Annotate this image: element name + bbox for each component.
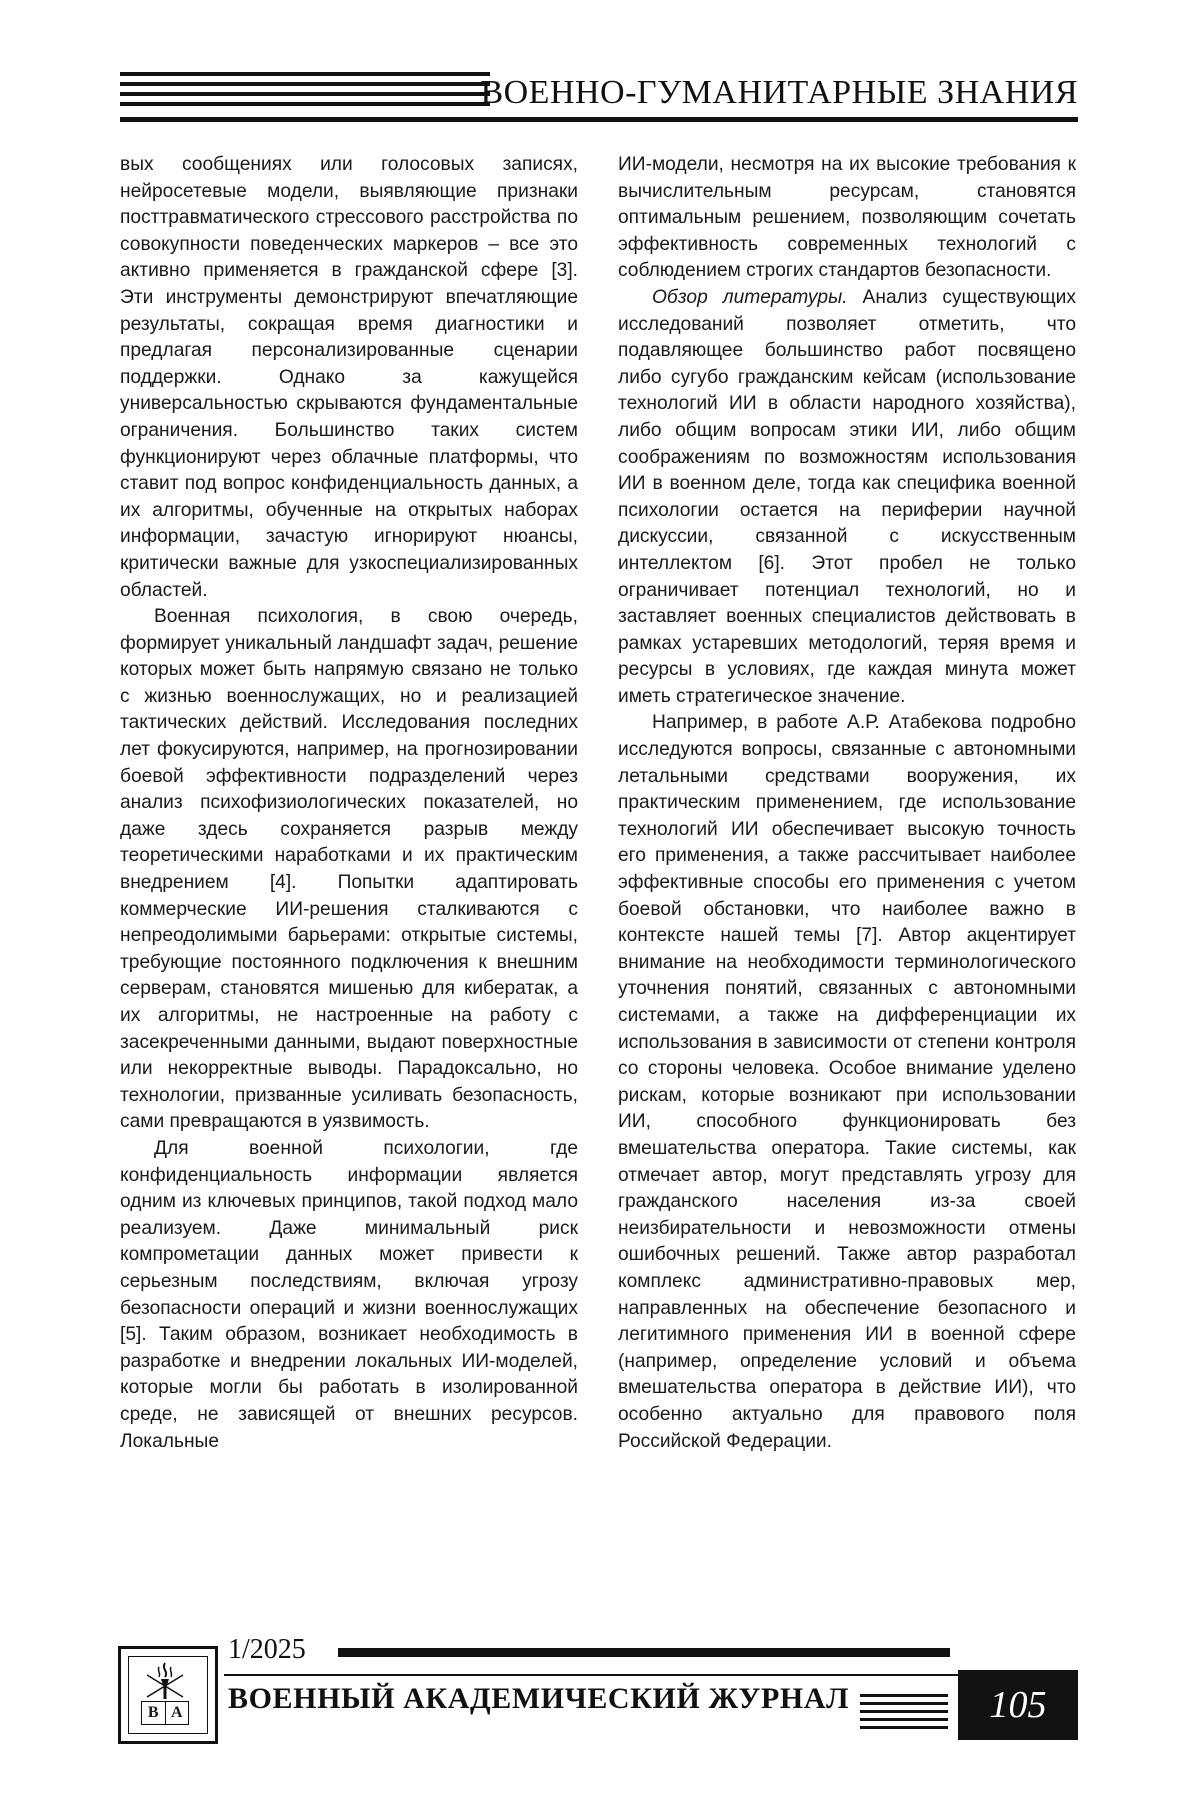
paragraph: Военная психология, в свою очередь, формирует уникальный ландшафт задач, решение которых может быть напрямую связано не только с жизнью военнослужащих, но и реализацией тактических действий. Исследования последних лет фокусируются, например, на прогнозировании боевой эффективности подразделений через анализ психофизиологических показателей, но даже здесь сохраняется разрыв между теоретическими наработками и их практическим внедрением [4]. Попытки адаптировать коммерческие ИИ-решения сталкиваются с непреодолимыми барьерами: открытые системы, требующие постоянного подключения к внешним серверам, становятся мишенью для кибератак, а их алгоритмы, не настроенные на работу с засекреченными данными, выдают поверхностные или некорректные выводы. Парадоксально, но технологии, призванные усиливать безопасность, сами превращаются в уязвимость. (120, 606, 578, 1133)
header-decorative-lines (120, 72, 490, 112)
journal-title: ВОЕННЫЙ АКАДЕМИЧЕСКИЙ ЖУРНАЛ (228, 1682, 850, 1715)
section-heading-literature-review: Обзор литературы. (652, 286, 848, 308)
footer-rule (224, 1674, 972, 1676)
header-rule (120, 117, 1078, 122)
paragraph: вых сообщениях или голосовых записях, нейросетевые модели, выявляющие признаки посттравматического стрессового расстройства по совокупности поведенческих маркеров – все это активно применяется в гражданской сфере [3]. Эти инструменты демонстрируют впечатляющие результаты, сокращая время диагностики и предлагая персонализированные сценарии поддержки. Однако за кажущейся универсальностью скрываются фундаментальные ограничения. Большинство таких систем функционируют через облачные платформы, что ставит под вопрос конфиденциальность данных, а их алгоритмы, обученные на открытых наборах информации, зачастую игнорируют нюансы, критически важные для узкоспециализированных областей. (120, 154, 578, 601)
paragraph: Например, в работе А.Р. Атабекова подробно исследуются вопросы, связанные с автономными летальными средствами вооружения, их практическим применением, где использование технологий ИИ обеспечивает высокую точность его применения, а также рассчитывает наиболее эффективные способы его применения с учетом боевой обстановки, что наиболее важно в контексте нашей темы [7]. Автор акцентирует внимание на необходимости терминологического уточнения понятий, связанных с автономными системами, а также на дифференциации их использования в зависимости от степени контроля со стороны человека. Особое внимание уделено рискам, которые возникают при использовании ИИ, способного функционировать без вмешательства оператора. Такие системы, как отмечает автор, могут представлять угрозу для гражданского населения из-за своей неизбирательности и невозможности отмены ошибочных решений. Также автор разработал комплекс административно-правовых мер, направленных на обеспечение безопасного и легитимного применения ИИ в военной сфере (например, определение условий и объема вмешательства оператора в действие ИИ), что особенно актуально для правового поля Российской Федерации. (618, 712, 1076, 1452)
literature-review-paragraph (618, 285, 1076, 711)
journal-logo (118, 1646, 218, 1744)
torch-emblem-icon (143, 1661, 187, 1701)
right-column (618, 152, 1076, 1455)
paragraph: Для военной психологии, где конфиденциальность информации является одним из ключевых принципов, такой подход мало реализуем. Даже минимальный риск компрометации данных может привести к серьезным последствиям, включая угрозу безопасности операций и жизни военнослужащих [5]. Таким образом, возникает необходимость в разработке и внедрении локальных ИИ-моделей, которые могли бы работать в изолированной среде, не зависящей от внешних ресурсов. Локальные (120, 1137, 578, 1452)
footer-bar (338, 1648, 950, 1657)
issue-number: 1/2025 (228, 1634, 306, 1665)
logo-letters (141, 1701, 189, 1725)
paragraph: ИИ-модели, несмотря на их высокие требования к вычислительным ресурсам, становятся оптимальным решением, позволяющим сочетать эффективность современных технологий с соблюдением строгих стандартов безопасности. (618, 154, 1076, 282)
left-column (120, 152, 578, 1455)
literature-review-text: Анализ существующих исследований позволяет отметить, что подавляющее большинство работ посвящено либо сугубо гражданским кейсам (использование технологий ИИ в области народного хозяйства), либо общим вопросам этики ИИ, либо общим соображениям по возможностям использования ИИ в военном деле, тогда как специфика военной психологии остается на периферии научной дискуссии, связанной с искусственным интеллектом [6]. Этот пробел не только ограничивает потенциал технологий, но и заставляет военных специалистов действовать в рамках устаревших методологий, теряя время и ресурсы в условиях, где каждая минута может иметь стратегическое значение. (618, 286, 1076, 707)
section-title: ВОЕННО-ГУМАНИТАРНЫЕ ЗНАНИЯ (480, 74, 1078, 111)
page-header (120, 70, 1078, 124)
logo-letter-right: А (170, 1704, 183, 1721)
footer-decorative-lines (860, 1694, 948, 1734)
page-number: 105 (958, 1670, 1078, 1740)
logo-letter-left: В (142, 1702, 166, 1724)
page-footer (118, 1634, 1080, 1750)
